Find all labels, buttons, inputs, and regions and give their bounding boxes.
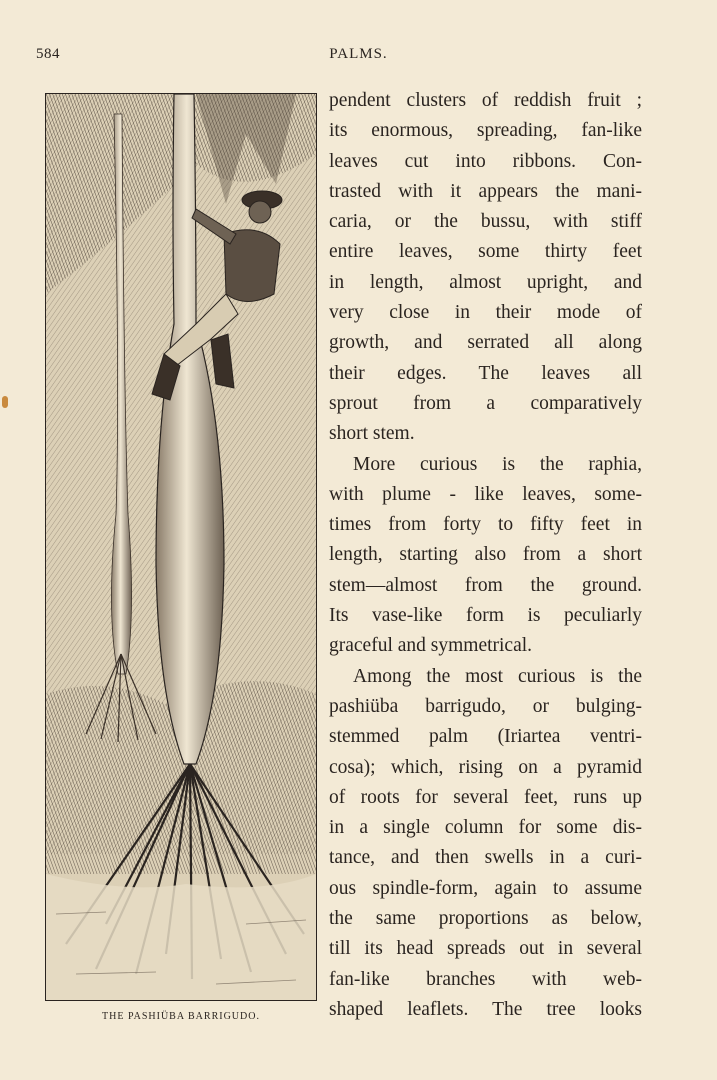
paragraph-start-line: More curious is the raphia, <box>353 453 642 475</box>
text-line: in length, almost upright, and <box>329 271 642 293</box>
text-line: sprout from a comparatively <box>329 392 642 414</box>
page-edge-mark <box>2 396 8 408</box>
text-line: tance, and then swells in a curi- <box>329 847 642 869</box>
text-line: pashiüba barrigudo, or bulging- <box>329 695 642 717</box>
text-line: very close in their mode of <box>329 302 642 324</box>
text-line: with plume - like leaves, some- <box>329 483 642 505</box>
paragraph-start-line: Among the most curious is the <box>353 665 642 687</box>
figure-caption: THE PASHIÜBA BARRIGUDO. <box>102 1011 260 1022</box>
text-line: length, starting also from a short <box>329 544 642 566</box>
text-line: leaves cut into ribbons. Con- <box>329 150 642 172</box>
text-line: entire leaves, some thirty feet <box>329 241 642 263</box>
text-line: trasted with it appears the mani- <box>329 180 642 202</box>
text-line: its enormous, spreading, fan-like <box>329 120 642 142</box>
text-line: ous spindle-form, again to assume <box>329 877 642 899</box>
text-line: Its vase-like form is peculiarly <box>329 605 642 627</box>
text-line: stemmed palm (Iriartea ventri- <box>329 726 642 748</box>
text-line: of roots for several feet, runs up <box>329 786 642 808</box>
text-line: times from forty to fifty feet in <box>329 514 642 536</box>
text-line: fan-like branches with web- <box>329 968 642 990</box>
palm-engraving <box>46 94 316 1000</box>
text-line: short stem. <box>329 423 415 445</box>
body-text-column <box>329 86 642 1025</box>
text-line: till its head spreads out in several <box>329 938 642 960</box>
page-number: 584 <box>36 46 60 62</box>
text-line: in a single column for some dis- <box>329 817 642 839</box>
text-line: shaped leaflets. The tree looks <box>329 998 642 1020</box>
engraving-figure <box>45 93 317 1001</box>
text-line: cosa); which, rising on a pyramid <box>329 756 642 778</box>
text-line: the same proportions as below, <box>329 908 642 930</box>
text-line: stem—almost from the ground. <box>329 574 642 596</box>
text-line: pendent clusters of reddish fruit ; <box>329 90 642 111</box>
running-head: PALMS. <box>329 46 388 62</box>
text-line: graceful and symmetrical. <box>329 635 533 657</box>
text-line: their edges. The leaves all <box>329 362 642 384</box>
text-line: growth, and serrated all along <box>329 332 642 354</box>
text-line: caria, or the bussu, with stiff <box>329 211 642 233</box>
